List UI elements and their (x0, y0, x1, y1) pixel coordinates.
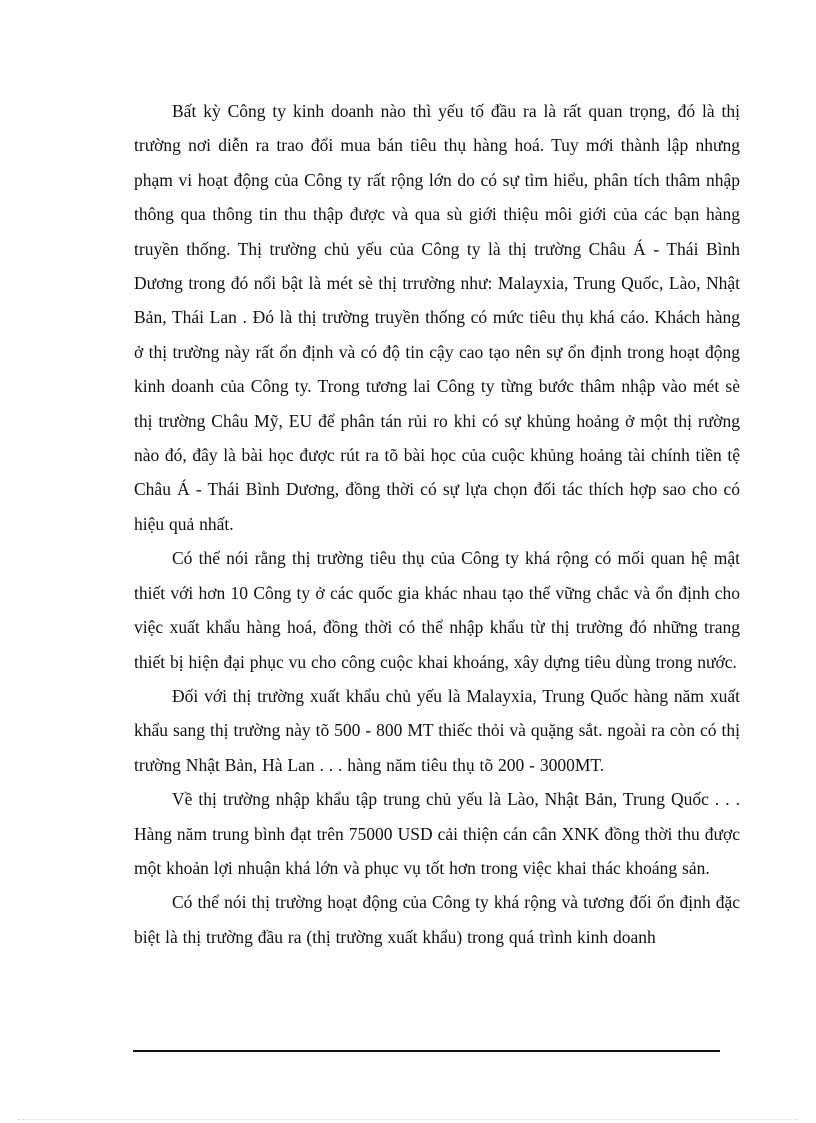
footer-divider (133, 1050, 720, 1052)
paragraph-export-market: Đối với thị trường xuất khẩu chủ yếu là Malayxia, Trung Quốc hàng năm xuất khẩu sang thị trường này tõ 500 - 800 MT thiếc thỏi và quặng sắt. ngoài ra còn có thị trường Nhật Bản, Hà Lan . . . hàng năm tiêu thụ tõ 200 - 3000MT. (134, 685, 740, 775)
document-body (134, 94, 740, 954)
paragraph-import-market: Về thị trường nhập khẩu tập trung chủ yếu là Lào, Nhật Bản, Trung Quốc . . . Hàng năm trung bình đạt trên 75000 USD cải thiện cán cân XNK đồng thời thu được một khoản lợi nhuận khá lớn và phục vụ tốt hơn trong việc khai thác khoáng sản. (134, 789, 740, 878)
page-bottom-edge (18, 1119, 798, 1120)
paragraph-conclusion: Có thể nói thị trường hoạt động của Công ty khá rộng và tương đối ổn định đặc biệt là thị trường đầu ra (thị trường xuất khẩu) trong quá trình kinh doanh (134, 892, 740, 947)
paragraph-market-overview: Bất kỳ Công ty kinh doanh nào thì yếu tố đầu ra là rất quan trọng, đó là thị trường nơi diễn ra trao đổi mua bán tiêu thụ hàng hoá. Tuy mới thành lập nhưng phạm vi hoạt động của Công ty rất rộng lớn do có sự tìm hiểu, phân tích thâm nhập thông qua thông tin thu thập được và qua sù giới thiệu môi giới của các bạn hàng truyền thống. Thị trường chủ yếu của Công ty là thị trường Châu Á - Thái Bình Dương trong đó nổi bật là mét sè thị trrường như: Malayxia, Trung Quốc, Lào, Nhật Bản, Thái Lan . Đó là thị trường truyền thống có mức tiêu thụ khá cáo. Khách hàng ở thị trường này rất ổn định và có độ tin cậy cao tạo nên sự ổn định trong hoạt động kinh doanh của Công ty. Trong tương lai Công ty từng bước thâm nhập vào mét sè thị trường Châu Mỹ, EU để phân tán rủi ro khi có sự khủng hoảng ở một thị rường nào đó, đây là bài học được rút ra tõ bài học của cuộc khủng hoảng tài chính tiền tệ Châu Á - Thái Bình Dương, đồng thời có sự lựa chọn đối tác thích hợp sao cho có hiệu quả nhất. (134, 101, 740, 534)
paragraph-consumer-market: Có thể nói rằng thị trường tiêu thụ của Công ty khá rộng có mối quan hệ mật thiết với hơn 10 Công ty ở các quốc gia khác nhau tạo thế vững chắc và ổn định cho việc xuất khẩu hàng hoá, đồng thời có thể nhập khẩu từ thị trường đó những trang thiết bị hiện đại phục vu cho công cuộc khai khoáng, xây dựng tiêu dùng trong nước. (134, 548, 740, 672)
